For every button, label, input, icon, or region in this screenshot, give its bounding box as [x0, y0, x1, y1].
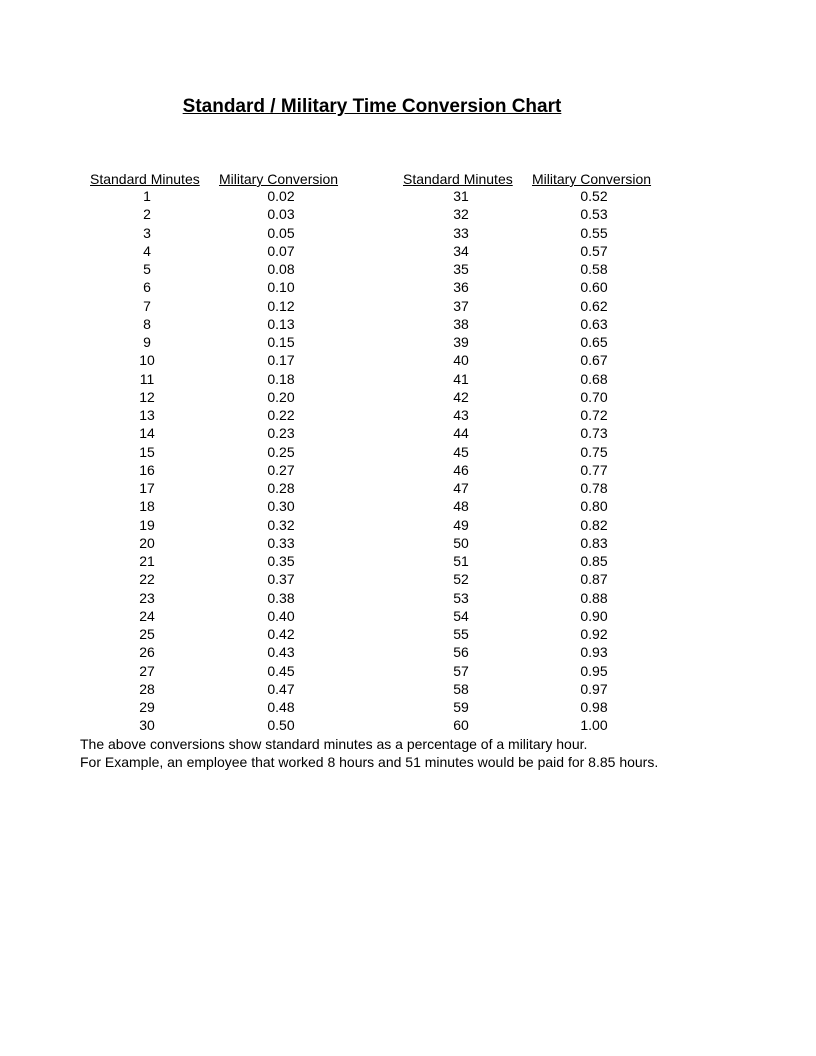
table-cell: 0.10 [267, 279, 295, 296]
table-cell: 30 [139, 717, 155, 734]
table-cell: 27 [139, 662, 155, 679]
table-cell: 0.47 [267, 680, 295, 697]
table-cell: 50 [453, 534, 469, 551]
table-cell: 14 [139, 425, 155, 442]
table-cell: 35 [453, 261, 469, 277]
note-line-1: The above conversions show standard minutes as a percentage of a military hour. [80, 736, 588, 752]
table-cell: 0.33 [267, 534, 295, 551]
table-cell: 0.92 [580, 626, 608, 642]
table-cell: 0.83 [580, 534, 608, 551]
table-cell: 0.98 [580, 699, 608, 715]
table-cell: 26 [139, 644, 155, 661]
table-cell: 16 [139, 461, 155, 478]
table-cell: 47 [453, 480, 469, 496]
left-minutes-column [117, 189, 177, 737]
table-cell: 5 [143, 261, 151, 277]
table-cell: 0.32 [267, 516, 295, 533]
table-cell: 0.57 [580, 242, 608, 259]
table-cell: 44 [453, 425, 469, 442]
right-minutes-column [431, 189, 491, 737]
table-cell: 0.42 [267, 626, 295, 642]
table-cell: 1 [143, 188, 151, 204]
left-standard-minutes-header: Standard Minutes [90, 171, 200, 187]
table-cell: 53 [453, 589, 469, 606]
table-cell: 0.08 [267, 261, 295, 277]
table-cell: 0.27 [267, 461, 295, 478]
table-cell: 0.87 [580, 571, 608, 588]
table-cell: 45 [453, 443, 469, 460]
table-cell: 0.65 [580, 334, 608, 350]
table-cell: 52 [453, 571, 469, 588]
table-cell: 0.07 [267, 242, 295, 259]
table-cell: 0.38 [267, 589, 295, 606]
table-cell: 37 [453, 297, 469, 314]
table-cell: 9 [143, 334, 151, 350]
table-cell: 22 [139, 571, 155, 588]
table-cell: 0.40 [267, 607, 295, 624]
table-cell: 0.52 [580, 188, 608, 204]
table-cell: 25 [139, 626, 155, 642]
table-cell: 33 [453, 224, 469, 241]
table-cell: 8 [143, 315, 151, 332]
right-military-conversion-header: Military Conversion [532, 171, 652, 187]
right-conversion-column [564, 189, 624, 737]
table-cell: 29 [139, 699, 155, 715]
table-cell: 51 [453, 553, 469, 569]
table-cell: 1.00 [580, 717, 608, 734]
table-cell: 0.62 [580, 297, 608, 314]
table-cell: 0.90 [580, 607, 608, 624]
table-cell: 0.88 [580, 589, 608, 606]
page-title: Standard / Military Time Conversion Chart [182, 96, 562, 117]
table-cell: 12 [139, 388, 155, 405]
right-standard-minutes-header: Standard Minutes [403, 171, 513, 187]
table-cell: 0.77 [580, 461, 608, 478]
table-cell: 0.75 [580, 443, 608, 460]
left-military-conversion-header: Military Conversion [219, 171, 339, 187]
table-cell: 21 [139, 553, 155, 569]
table-cell: 57 [453, 662, 469, 679]
table-cell: 0.43 [267, 644, 295, 661]
table-cell: 0.02 [267, 188, 295, 204]
table-cell: 0.78 [580, 480, 608, 496]
table-cell: 32 [453, 206, 469, 223]
note-line-2: For Example, an employee that worked 8 hours and 51 minutes would be paid for 8.85 hours. [80, 754, 659, 770]
table-cell: 41 [453, 370, 469, 387]
table-cell: 0.55 [580, 224, 608, 241]
table-cell: 0.35 [267, 553, 295, 569]
table-cell: 0.23 [267, 425, 295, 442]
table-cell: 0.60 [580, 279, 608, 296]
table-cell: 28 [139, 680, 155, 697]
table-cell: 0.25 [267, 443, 295, 460]
table-cell: 56 [453, 644, 469, 661]
table-cell: 0.05 [267, 224, 295, 241]
table-cell: 34 [453, 242, 469, 259]
table-cell: 36 [453, 279, 469, 296]
table-cell: 0.03 [267, 206, 295, 223]
table-cell: 58 [453, 680, 469, 697]
table-cell: 0.80 [580, 498, 608, 515]
table-cell: 0.15 [267, 334, 295, 350]
table-cell: 0.30 [267, 498, 295, 515]
table-cell: 10 [139, 352, 155, 369]
table-cell: 0.50 [267, 717, 295, 734]
table-cell: 0.95 [580, 662, 608, 679]
table-cell: 0.85 [580, 553, 608, 569]
table-cell: 0.63 [580, 315, 608, 332]
table-cell: 54 [453, 607, 469, 624]
table-cell: 2 [143, 206, 151, 223]
table-cell: 39 [453, 334, 469, 350]
table-cell: 0.22 [267, 407, 295, 423]
table-cell: 0.93 [580, 644, 608, 661]
table-cell: 19 [139, 516, 155, 533]
table-cell: 40 [453, 352, 469, 369]
table-cell: 0.73 [580, 425, 608, 442]
table-cell: 0.97 [580, 680, 608, 697]
table-cell: 0.45 [267, 662, 295, 679]
table-cell: 18 [139, 498, 155, 515]
table-cell: 0.37 [267, 571, 295, 588]
table-cell: 42 [453, 388, 469, 405]
table-cell: 0.72 [580, 407, 608, 423]
table-cell: 0.67 [580, 352, 608, 369]
table-cell: 0.13 [267, 315, 295, 332]
table-cell: 17 [139, 480, 155, 496]
table-cell: 0.53 [580, 206, 608, 223]
table-cell: 49 [453, 516, 469, 533]
table-cell: 20 [139, 534, 155, 551]
table-cell: 48 [453, 498, 469, 515]
table-cell: 60 [453, 717, 469, 734]
table-cell: 31 [453, 188, 469, 204]
table-cell: 43 [453, 407, 469, 423]
table-cell: 55 [453, 626, 469, 642]
table-cell: 0.20 [267, 388, 295, 405]
table-cell: 24 [139, 607, 155, 624]
table-cell: 13 [139, 407, 155, 423]
table-cell: 38 [453, 315, 469, 332]
table-cell: 6 [143, 279, 151, 296]
table-cell: 0.68 [580, 370, 608, 387]
table-cell: 0.12 [267, 297, 295, 314]
table-cell: 0.82 [580, 516, 608, 533]
table-cell: 7 [143, 297, 151, 314]
left-conversion-column [251, 189, 311, 737]
table-cell: 0.17 [267, 352, 295, 369]
table-cell: 15 [139, 443, 155, 460]
table-cell: 46 [453, 461, 469, 478]
table-cell: 23 [139, 589, 155, 606]
table-cell: 0.28 [267, 480, 295, 496]
table-cell: 0.58 [580, 261, 608, 277]
table-cell: 4 [143, 242, 151, 259]
table-cell: 0.18 [267, 370, 295, 387]
table-cell: 11 [139, 370, 155, 387]
table-cell: 59 [453, 699, 469, 715]
table-cell: 0.48 [267, 699, 295, 715]
table-cell: 0.70 [580, 388, 608, 405]
table-cell: 3 [143, 224, 151, 241]
